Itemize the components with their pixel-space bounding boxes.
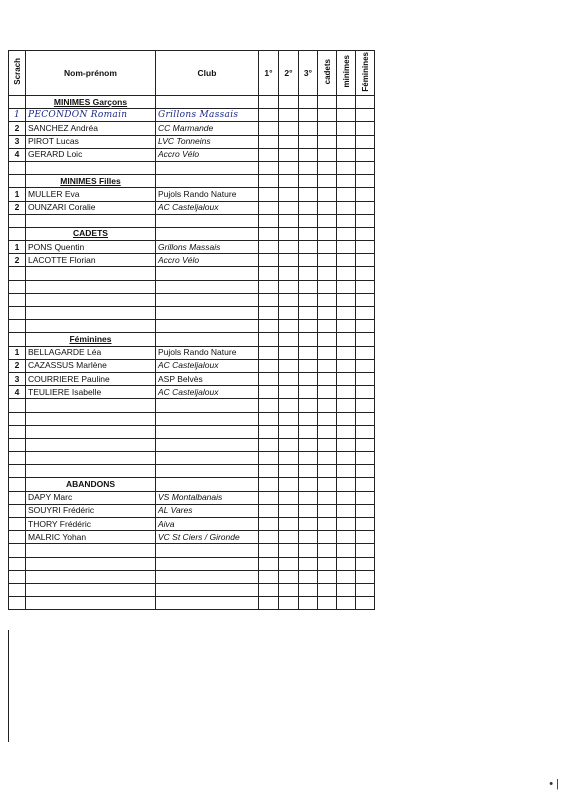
empty-row [9,452,375,465]
club-cell: AL Vares [156,504,259,517]
table-row [9,372,375,385]
club-cell: VC St Ciers / Gironde [156,531,259,544]
col-third: 3° [299,51,318,96]
rank-cell: 1 [9,241,26,254]
name-cell: GERARD Loic [26,148,156,161]
club-cell: Grillons Massais [156,241,259,254]
empty-row [9,583,375,596]
club-cell: ASP Belvès [156,372,259,385]
col-scrach: Scrach [9,51,26,96]
name-cell: OUNZARI Coralie [26,201,156,214]
club-cell: AC Casteljaloux [156,359,259,372]
name-cell: SOUYRI Frédéric [26,504,156,517]
empty-row [9,438,375,451]
table-row [9,518,375,531]
name-cell: CAZASSUS Marlène [26,359,156,372]
col-first: 1° [259,51,279,96]
name-cell: BELLAGARDE Léa [26,346,156,359]
empty-row [9,161,375,174]
rank-cell: 2 [9,201,26,214]
club-cell: VS Montalbanais [156,491,259,504]
rank-cell: 2 [9,254,26,267]
club-cell: LVC Tonneins [156,135,259,148]
table-row [9,188,375,201]
table-row [9,109,375,122]
section-title-minimes-filles: MINIMES Filles [26,175,156,188]
club-cell: CC Marmande [156,122,259,135]
section-row [9,96,375,109]
table-row [9,148,375,161]
name-cell: PECONDON Romain [26,109,156,122]
table-row [9,531,375,544]
name-cell: MALRIC Yohan [26,531,156,544]
section-title-abandons: ABANDONS [26,478,156,491]
section-title-cadets: CADETS [26,227,156,240]
results-sheet [8,50,375,610]
rank-cell: 2 [9,122,26,135]
section-title-feminines: Féminines [26,333,156,346]
name-cell: TEULIERE Isabelle [26,386,156,399]
table-row [9,386,375,399]
name-cell: THORY Frédéric [26,518,156,531]
empty-row [9,465,375,478]
rank-cell: 1 [9,346,26,359]
rank-cell: 1 [9,188,26,201]
empty-row [9,544,375,557]
table-row [9,491,375,504]
table-row [9,359,375,372]
empty-row [9,214,375,227]
rank-cell: 4 [9,386,26,399]
table-row [9,346,375,359]
empty-row [9,307,375,320]
empty-row [9,267,375,280]
club-cell: AC Casteljaloux [156,386,259,399]
empty-row [9,399,375,412]
corner-mark: • | [549,778,559,790]
empty-row [9,425,375,438]
col-name: Nom-prénom [26,51,156,96]
rank-cell: 3 [9,372,26,385]
col-club: Club [156,51,259,96]
table-row [9,201,375,214]
name-cell: SANCHEZ Andréa [26,122,156,135]
name-cell: PIROT Lucas [26,135,156,148]
table-row [9,254,375,267]
club-cell: Grillons Massais [156,109,259,122]
section-row [9,333,375,346]
rank-cell: 4 [9,148,26,161]
table-row [9,122,375,135]
club-cell: Aiva [156,518,259,531]
col-minimes: minimes [337,51,356,96]
table-row [9,135,375,148]
empty-row [9,293,375,306]
empty-row [9,597,375,610]
section-row [9,227,375,240]
club-cell: Accro Vélo [156,148,259,161]
empty-row [9,570,375,583]
name-cell: LACOTTE Florian [26,254,156,267]
empty-row [9,412,375,425]
club-cell: AC Casteljaloux [156,201,259,214]
name-cell: COURRIERE Pauline [26,372,156,385]
rank-cell: 1 [9,109,26,122]
club-cell: Pujols Rando Nature [156,188,259,201]
col-second: 2° [279,51,299,96]
name-cell: DAPY Marc [26,491,156,504]
col-feminines: Féminines [356,51,375,96]
rank-cell: 2 [9,359,26,372]
section-row [9,175,375,188]
club-cell: Pujols Rando Nature [156,346,259,359]
rank-cell: 3 [9,135,26,148]
page-margin-line [8,630,9,742]
empty-row [9,280,375,293]
section-row [9,478,375,491]
name-cell: MULLER Eva [26,188,156,201]
col-cadets: cadets [318,51,337,96]
header-row [9,51,375,96]
table-row [9,241,375,254]
empty-row [9,320,375,333]
table-row [9,504,375,517]
club-cell: Accro Vélo [156,254,259,267]
empty-row [9,557,375,570]
section-title-minimes-garcons: MINIMES Garçons [26,96,156,109]
name-cell: PONS Quentin [26,241,156,254]
